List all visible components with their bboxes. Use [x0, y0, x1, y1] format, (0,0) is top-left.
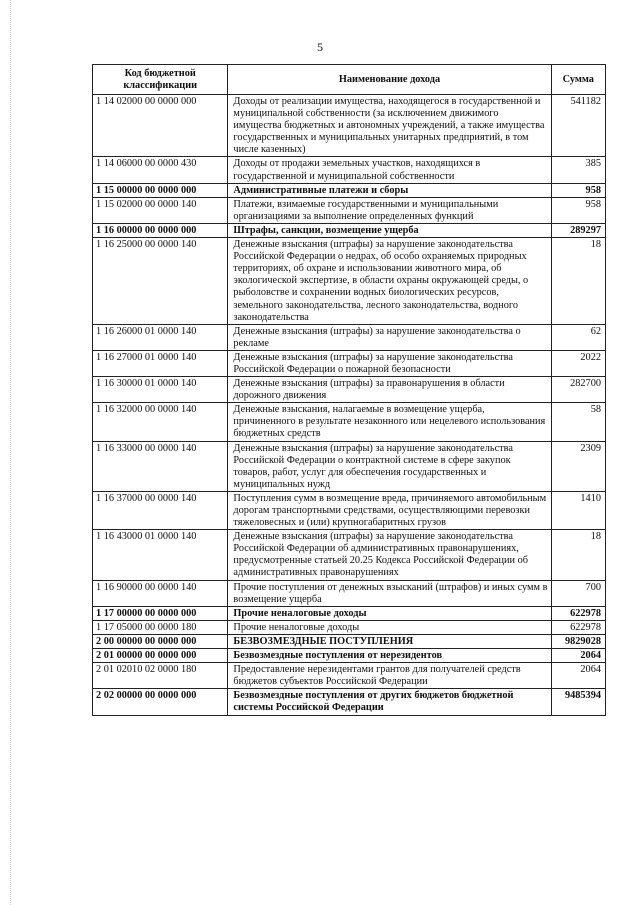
- cell-amount: 18: [551, 238, 605, 325]
- cell-amount: 9485394: [551, 689, 605, 715]
- cell-amount: 2309: [551, 441, 605, 491]
- cell-amount: 2064: [551, 649, 605, 663]
- cell-code: 1 16 30000 01 0000 140: [93, 377, 228, 403]
- cell-name: Прочие неналоговые доходы: [228, 620, 551, 634]
- cell-name: БЕЗВОЗМЕЗДНЫЕ ПОСТУПЛЕНИЯ: [228, 634, 551, 648]
- cell-name: Доходы от реализации имущества, находящегося в государственной и муниципальной собственности (за исключением движимого имущества бюджетных и автономных учреждений, а также имущества государственных и муниципальных унитарных предприятий, в том числе казенных): [228, 95, 551, 157]
- cell-code: 1 15 00000 00 0000 000: [93, 183, 228, 197]
- header-name: Наименование дохода: [228, 65, 551, 95]
- cell-name: Прочие поступления от денежных взысканий (штрафов) и иных сумм в возмещение ущерба: [228, 580, 551, 606]
- header-amount: Сумма: [551, 65, 605, 95]
- table-body: [93, 95, 606, 716]
- table-row: [93, 634, 606, 648]
- cell-name: Платежи, взимаемые государственными и муниципальными организациями за выполнение определенных функций: [228, 197, 551, 223]
- cell-amount: 622978: [551, 620, 605, 634]
- cell-code: 1 17 05000 00 0000 180: [93, 620, 228, 634]
- cell-code: 2 01 00000 00 0000 000: [93, 649, 228, 663]
- cell-amount: 700: [551, 580, 605, 606]
- cell-code: 1 16 00000 00 0000 000: [93, 223, 228, 237]
- cell-amount: 58: [551, 403, 605, 441]
- cell-code: 2 00 00000 00 0000 000: [93, 634, 228, 648]
- cell-name: Административные платежи и сборы: [228, 183, 551, 197]
- cell-amount: 385: [551, 157, 605, 183]
- cell-amount: 2064: [551, 663, 605, 689]
- cell-code: 1 14 02000 00 0000 000: [93, 95, 228, 157]
- cell-name: Денежные взыскания (штрафы) за нарушение законодательства Российской Федерации о пожарной безопасности: [228, 350, 551, 376]
- cell-name: Денежные взыскания (штрафы) за правонарушения в области дорожного движения: [228, 377, 551, 403]
- table-row: [93, 324, 606, 350]
- cell-name: Денежные взыскания (штрафы) за нарушение законодательства Российской Федерации о недрах, об особо охраняемых природных территориях, об охране и использовании животного мира, об экологической экспертизе, в области охраны окружающей среды, о рыболовстве и сохранении водных биологических ресурсов, земельного законодательства, лесного законодательства, водного законодательства: [228, 238, 551, 325]
- cell-amount: 289297: [551, 223, 605, 237]
- table-row: [93, 663, 606, 689]
- cell-code: 1 16 26000 01 0000 140: [93, 324, 228, 350]
- cell-name: Прочие неналоговые доходы: [228, 606, 551, 620]
- table-row: [93, 95, 606, 157]
- cell-amount: 18: [551, 530, 605, 580]
- table-row: [93, 491, 606, 529]
- cell-code: 1 16 32000 00 0000 140: [93, 403, 228, 441]
- cell-amount: 282700: [551, 377, 605, 403]
- cell-code: 1 15 02000 00 0000 140: [93, 197, 228, 223]
- cell-name: Денежные взыскания (штрафы) за нарушение законодательства Российской Федерации о контрактной системе в сфере закупок товаров, работ, услуг для обеспечения государственных и муниципальных нужд: [228, 441, 551, 491]
- table-row: [93, 350, 606, 376]
- cell-code: 1 16 27000 01 0000 140: [93, 350, 228, 376]
- cell-amount: 958: [551, 183, 605, 197]
- table-row: [93, 403, 606, 441]
- scan-margin-line: [10, 0, 11, 905]
- table-row: [93, 377, 606, 403]
- cell-amount: 622978: [551, 606, 605, 620]
- cell-name: Денежные взыскания, налагаемые в возмещение ущерба, причиненного в результате незаконного или нецелевого использования бюджетных средств: [228, 403, 551, 441]
- cell-amount: 9829028: [551, 634, 605, 648]
- cell-name: Доходы от продажи земельных участков, находящихся в государственной и муниципальной собственности: [228, 157, 551, 183]
- cell-amount: 62: [551, 324, 605, 350]
- cell-amount: 1410: [551, 491, 605, 529]
- table-header-row: [93, 65, 606, 95]
- cell-code: 1 16 37000 00 0000 140: [93, 491, 228, 529]
- cell-amount: 2022: [551, 350, 605, 376]
- cell-code: 2 02 00000 00 0000 000: [93, 689, 228, 715]
- cell-name: Денежные взыскания (штрафы) за нарушение законодательства о рекламе: [228, 324, 551, 350]
- budget-income-table: [92, 64, 606, 716]
- cell-amount: 958: [551, 197, 605, 223]
- cell-name: Предоставление нерезидентами грантов для получателей средств бюджетов субъектов Российской Федерации: [228, 663, 551, 689]
- table-row: [93, 689, 606, 715]
- cell-amount: 541182: [551, 95, 605, 157]
- table-row: [93, 238, 606, 325]
- cell-code: 1 16 25000 00 0000 140: [93, 238, 228, 325]
- cell-code: 1 14 06000 00 0000 430: [93, 157, 228, 183]
- cell-name: Денежные взыскания (штрафы) за нарушение законодательства Российской Федерации об административных правонарушениях, предусмотренные статьей 20.25 Кодекса Российской Федерации об административных правонарушениях: [228, 530, 551, 580]
- cell-code: 1 16 90000 00 0000 140: [93, 580, 228, 606]
- table-row: [93, 530, 606, 580]
- table-row: [93, 183, 606, 197]
- cell-name: Безвозмездные поступления от нерезидентов: [228, 649, 551, 663]
- header-code: Код бюджетной классификации: [93, 65, 228, 95]
- table-row: [93, 157, 606, 183]
- table-row: [93, 649, 606, 663]
- table-row: [93, 441, 606, 491]
- table-row: [93, 580, 606, 606]
- table-row: [93, 223, 606, 237]
- cell-code: 1 17 00000 00 0000 000: [93, 606, 228, 620]
- table-row: [93, 620, 606, 634]
- cell-name: Безвозмездные поступления от других бюджетов бюджетной системы Российской Федерации: [228, 689, 551, 715]
- cell-name: Штрафы, санкции, возмещение ущерба: [228, 223, 551, 237]
- page-number: 5: [317, 40, 323, 54]
- cell-code: 2 01 02010 02 0000 180: [93, 663, 228, 689]
- cell-name: Поступления сумм в возмещение вреда, причиняемого автомобильным дорогам транспортными средствами, осуществляющими перевозки тяжеловесных и (или) крупногабаритных грузов: [228, 491, 551, 529]
- cell-code: 1 16 33000 00 0000 140: [93, 441, 228, 491]
- cell-code: 1 16 43000 01 0000 140: [93, 530, 228, 580]
- table-row: [93, 197, 606, 223]
- table-row: [93, 606, 606, 620]
